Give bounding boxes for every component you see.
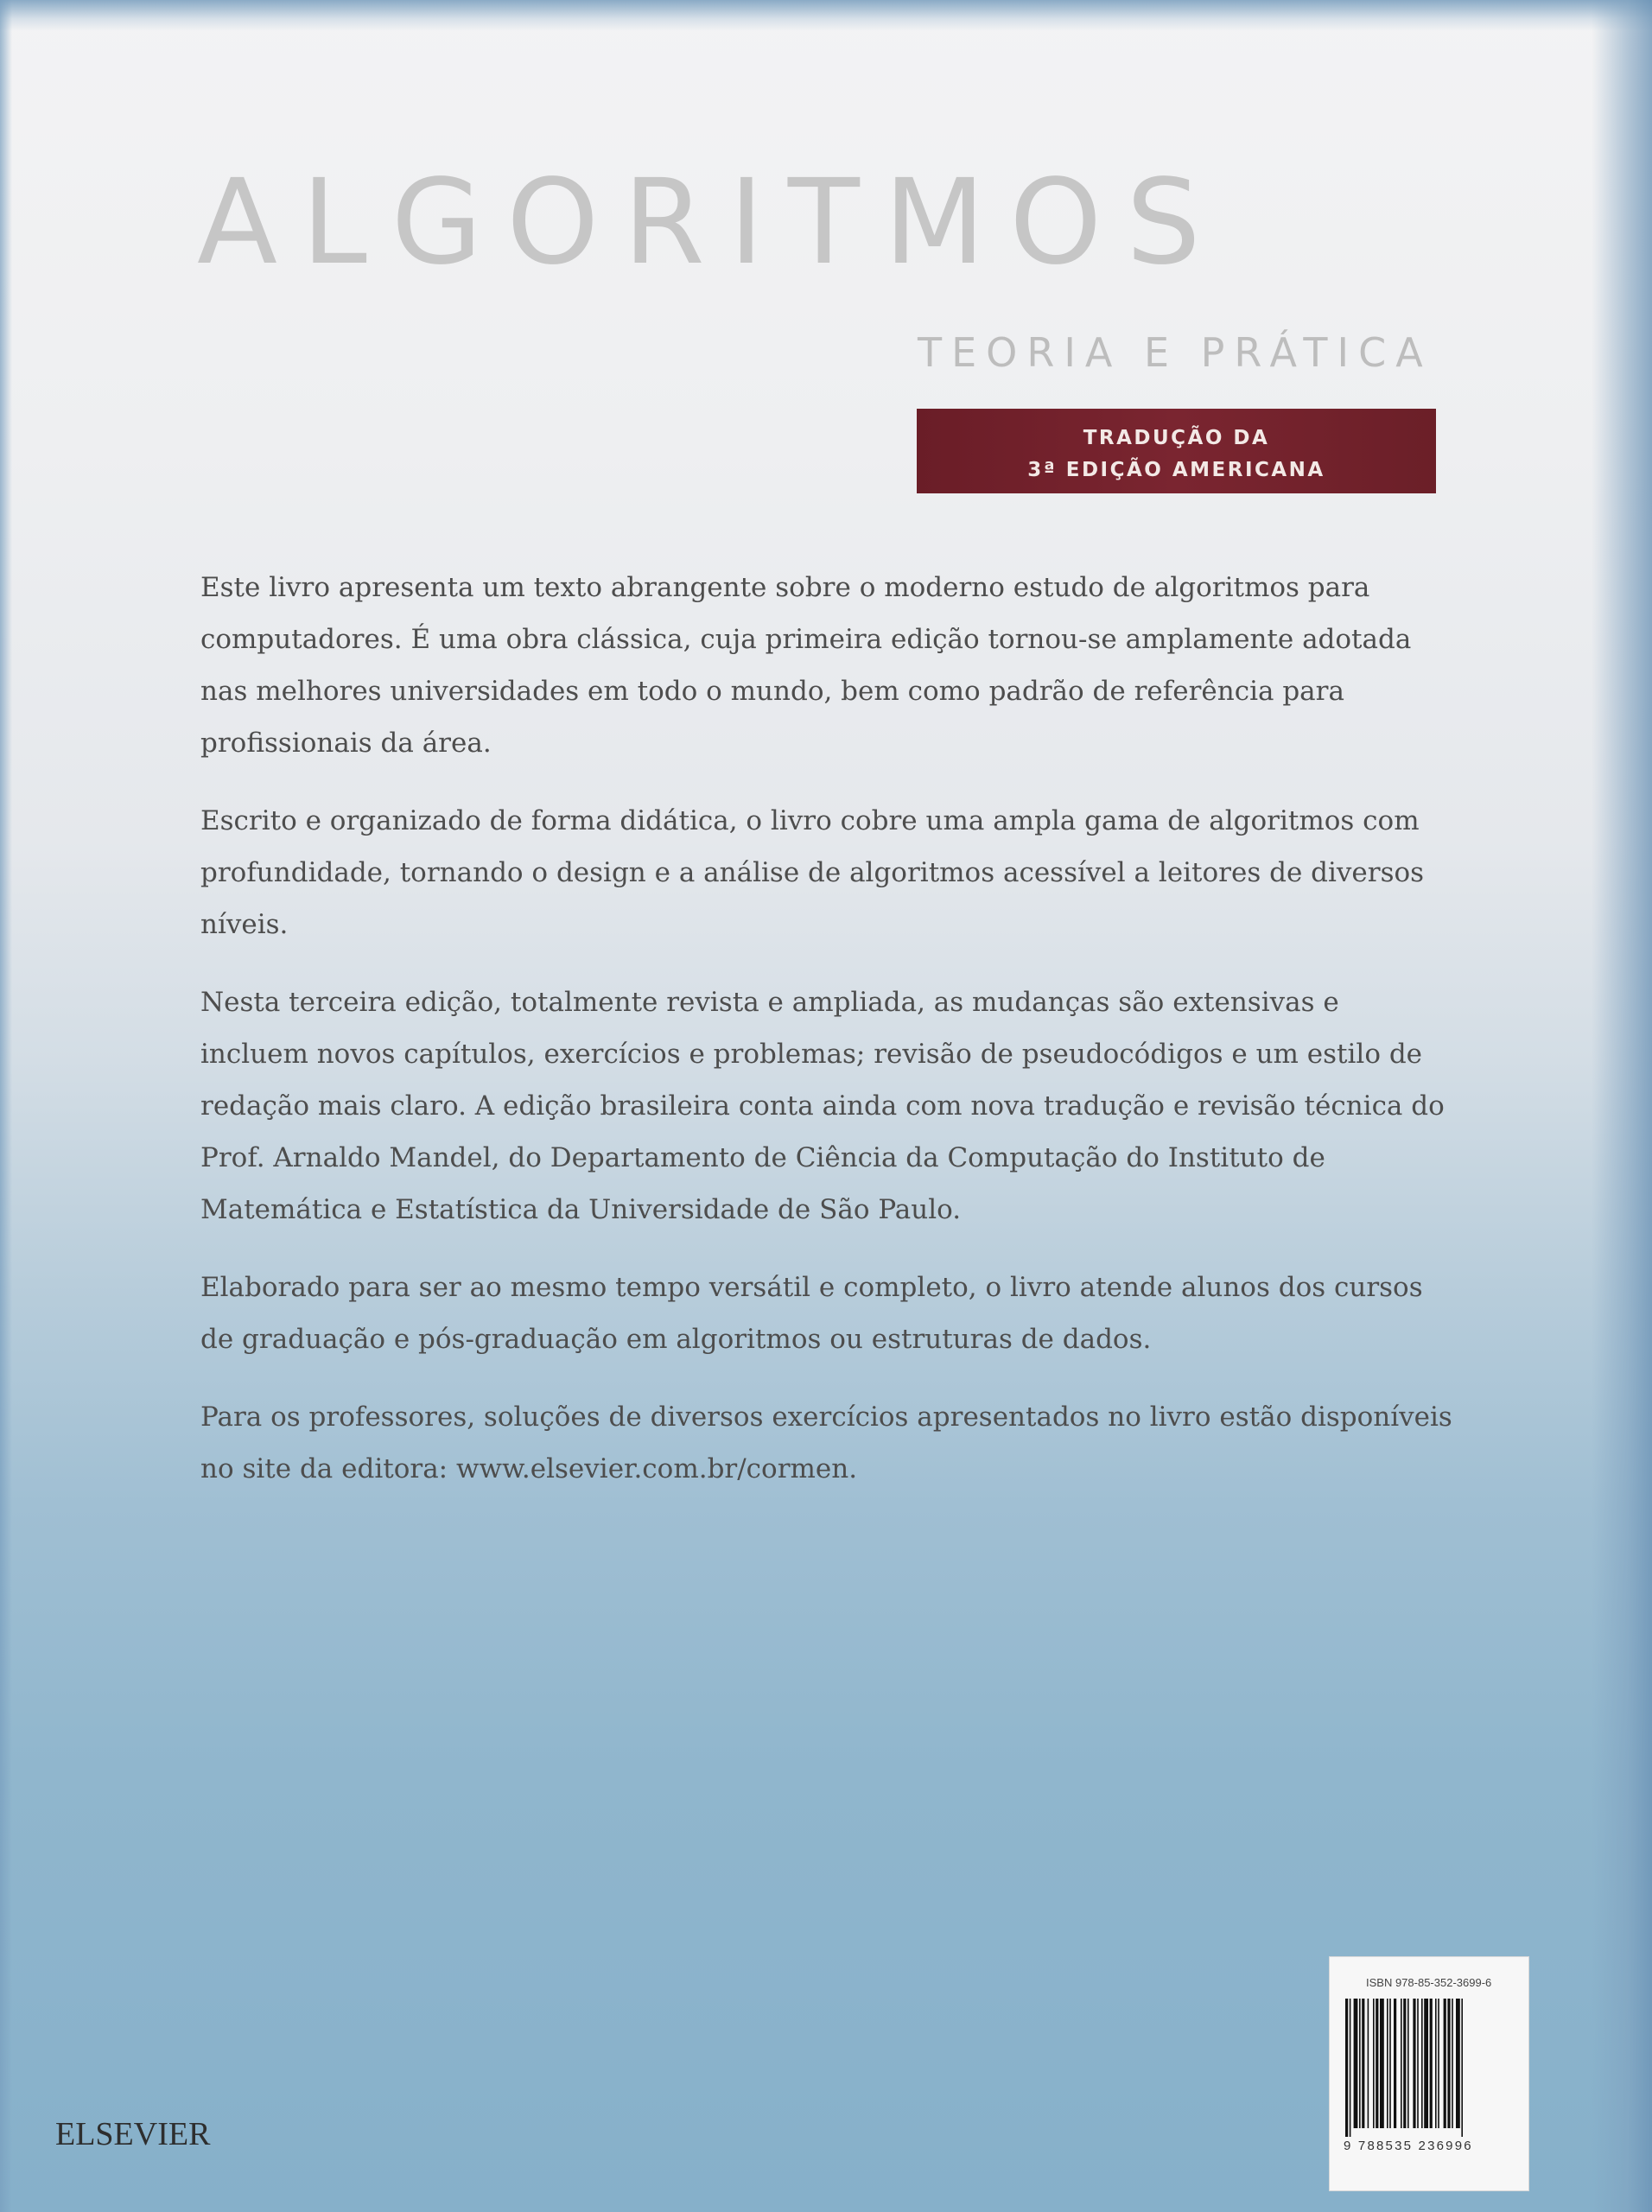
cover-left-edge [0, 0, 12, 2212]
isbn-barcode-box [1329, 1956, 1529, 2191]
edition-badge [917, 409, 1436, 493]
blurb-paragraph: Escrito e organizado de forma didática, o livro cobre uma ampla gama de algoritmos com profundidade, tornando o design e a análise de algoritmos acessível a leitores de diversos níveis. [200, 805, 1425, 940]
blurb-paragraph: Nesta terceira edição, totalmente revista e ampliada, as mudanças são extensivas e incluem novos capítulos, exercícios e problemas; revisão de pseudocódigos e um estilo de redação mais claro. A edição brasileira conta ainda com nova tradução e revisão técnica do Prof. Arnaldo Mandel, do Departamento de Ciência da Computação do Instituto de Matemática e Estatística da Universidade de São Paulo. [200, 987, 1445, 1225]
barcode-digits: 9 788535 236996 [1344, 2139, 1473, 2153]
cover-right-edge [1592, 0, 1652, 2212]
blurb-paragraph: Elaborado para ser ao mesmo tempo versátil e completo, o livro atende alunos dos cursos de graduação e pós-graduação em algoritmos ou estruturas de dados. [200, 1272, 1423, 1355]
edition-badge-line1: TRADUÇÃO DA [1083, 427, 1270, 449]
blurb-paragraph: Para os professores, soluções de diversos exercícios apresentados no livro estão disponíveis no site da editora: www.elsevier.com.br/cormen. [200, 1402, 1452, 1484]
back-cover-blurb [200, 562, 1453, 1521]
isbn-label: ISBN 978-85-352-3699-6 [1366, 1976, 1492, 1989]
book-subtitle: TEORIA E PRÁTICA [918, 329, 1433, 376]
blurb-paragraph: Este livro apresenta um texto abrangente sobre o moderno estudo de algoritmos para computadores. É uma obra clássica, cuja primeira edição tornou-se amplamente adotada nas melhores universidades em todo o mundo, bem como padrão de referência para profissionais da área. [200, 572, 1412, 759]
publisher-logo: ELSEVIER [55, 2116, 211, 2152]
book-title: ALGORITMOS [197, 155, 1225, 291]
cover-top-edge [0, 0, 1652, 31]
edition-badge-line2: 3ª EDIÇÃO AMERICANA [1027, 459, 1325, 481]
barcode-icon [1344, 1999, 1516, 2137]
